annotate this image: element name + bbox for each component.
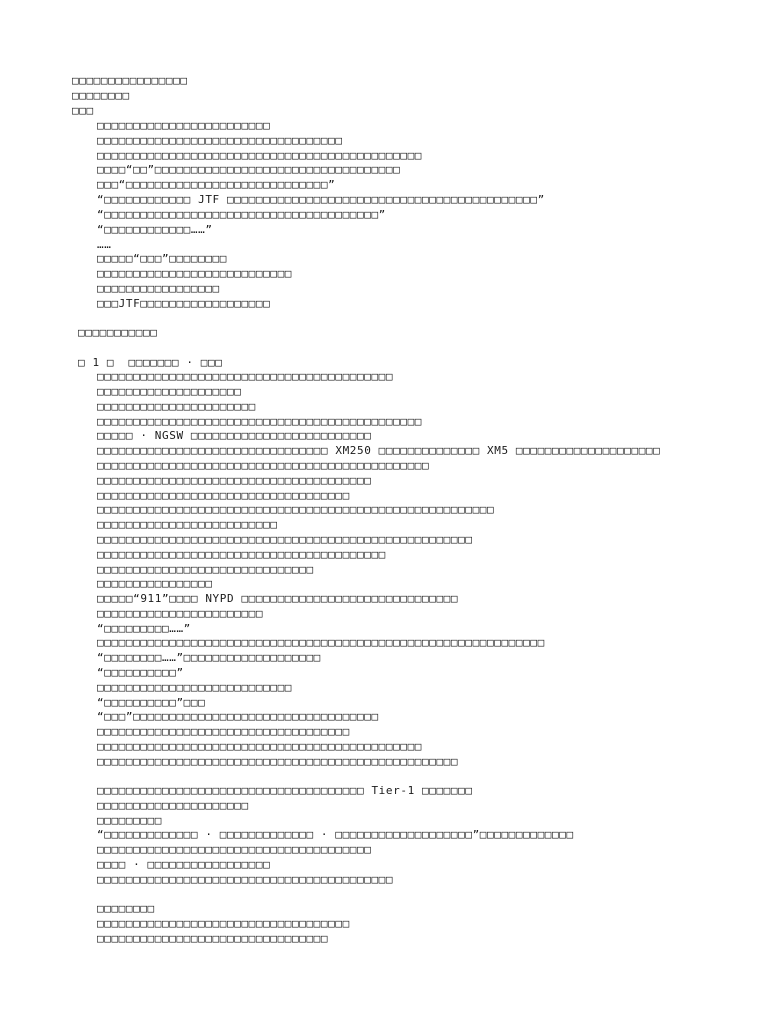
- text-line: □□□□□ · NGSW □□□□□□□□□□□□□□□□□□□□□□□□□: [97, 429, 372, 442]
- text-line: □□□□□□□□□□□□□□□□□□□□□□□□□□□□□□□□□□□□□□: [97, 474, 372, 487]
- text-line: □□□□□□□□□□□□□□□□: [72, 74, 188, 87]
- text-line: □□□“□□□□□□□□□□□□□□□□□□□□□□□□□□□□”: [97, 178, 336, 191]
- text-line: □□□□□□□□□□□□□□□□□□□□□□□□□□□□□□□□ XM250 □□□□□□□□□□□□□□ XM5 □□□□□□□□□□□□□□□□□□□□: [97, 444, 661, 457]
- text-line: □□□□□□□□□□□□□□□□□□□□□□□□□□□□□□□□□□□□□□□□□□□□□□□□□□□□□□□: [97, 503, 495, 516]
- text-line: □□□□□□□□□□□□□□□□□□□□□□□□□□□□□□□□□□□□□□□□□□□□□□□□□□: [97, 755, 459, 768]
- text-line: □□□□□“911”□□□□ NYPD □□□□□□□□□□□□□□□□□□□□□□□□□□□□□□: [97, 592, 459, 605]
- text-line: □□□□□□□□□□□□□□□□□□□□□□: [97, 400, 256, 413]
- text-line: “□□□□□□□□□□□□ JTF □□□□□□□□□□□□□□□□□□□□□□□□□□□□□□□□□□□□□□□□□□□”: [97, 193, 545, 206]
- text-line: ……: [97, 238, 112, 251]
- text-line: □□□□□□□□□□□□□□□□□□□□□: [97, 799, 249, 812]
- text-line: □□□□□□□□□□□□□□□□□□□□□□□□: [97, 119, 271, 132]
- text-line: □□□□□□□□□□□□□□□□□□□□□□□□□□□□□□□□□□□□□□□□□: [97, 370, 394, 383]
- text-line: □□□□□□□□□□□□□□□□□□□□□□□□□□□□□□□□□□□□□□□□: [97, 548, 386, 561]
- text-line: □□□□□□□□□□□□□□□□□□□□□□□□□□□□□□□□□□□□□ Tier-1 □□□□□□□: [97, 784, 473, 797]
- text-line: □□□□□□□□□□□□□□□□□□□□□□□: [97, 607, 264, 620]
- text-line: □□□□□□□□□□□□□□□□□□□□□□□□□: [97, 518, 278, 531]
- text-line: □□□□□□□□□□□□□□□□□□□□□□□□□□□□□□□□□□□□□□□□□: [97, 873, 394, 886]
- text-line: □□□JTF□□□□□□□□□□□□□□□□□□: [97, 297, 271, 310]
- text-line: □□□□□□□□□□□□□□□□□□□□□□□□□□□: [97, 267, 293, 280]
- text-line: □□□□□□□□□□□□□□□□□□□□□□□□□□□□□□: [97, 563, 314, 576]
- text-line: □□□□“□□”□□□□□□□□□□□□□□□□□□□□□□□□□□□□□□□□□□: [97, 163, 401, 176]
- text-line: □□□□□□□□□□□□□□□□□□□□□□□□□□□□□□□□□□□□□□□□□□□□□: [97, 740, 423, 753]
- text-line: “□□□□□□□□□□□□□ · □□□□□□□□□□□□□ · □□□□□□□□□□□□□□□□□□□”□□□□□□□□□□□□□: [97, 828, 574, 841]
- text-line: □□□□□□□□□: [97, 814, 163, 827]
- text-line: □□□□□□□□□□□□□□□□□□□□□□□□□□□□□□□□□□□: [97, 725, 350, 738]
- text-line: □□□□□“□□□”□□□□□□□□: [97, 252, 228, 265]
- text-line: □□□: [72, 104, 94, 117]
- text-line: □□□□ · □□□□□□□□□□□□□□□□□: [97, 858, 271, 871]
- text-line: □□□□□□□□: [72, 89, 130, 102]
- text-line: □ 1 □ □□□□□□□ · □□□: [78, 356, 223, 369]
- text-line: □□□□□□□□□□□□□□□□□□□□□□□□□□□□□□□□□□□: [97, 489, 350, 502]
- text-line: □□□□□□□□□□□□□□□□□□□□□□□□□□□□□□□□□□: [97, 134, 343, 147]
- text-line: □□□□□□□□□□□□□□□□□: [97, 282, 220, 295]
- text-line: “□□□□□□□□□□□□□□□□□□□□□□□□□□□□□□□□□□□□□□”: [97, 208, 386, 221]
- text-line: □□□□□□□□□□□: [78, 326, 158, 339]
- text-line: □□□□□□□□□□□□□□□□: [97, 577, 213, 590]
- text-line: □□□□□□□□□□□□□□□□□□□□□□□□□□□□□□□□□□□□□□: [97, 843, 372, 856]
- text-line: □□□□□□□□□□□□□□□□□□□□□□□□□□□□□□□□□□□□□□□□□□□□□□□□□□□□: [97, 533, 473, 546]
- text-line: “□□□□□□□□□……”: [97, 622, 191, 635]
- text-line: □□□□□□□□□□□□□□□□□□□□: [97, 385, 242, 398]
- text-line: □□□□□□□□□□□□□□□□□□□□□□□□□□□: [97, 681, 293, 694]
- text-line: “□□□□□□□□□□”: [97, 666, 184, 679]
- text-line: □□□□□□□□□□□□□□□□□□□□□□□□□□□□□□□□: [97, 932, 329, 945]
- text-line: “□□□□□□□□□□”□□□: [97, 696, 206, 709]
- text-line: □□□□□□□□□□□□□□□□□□□□□□□□□□□□□□□□□□□□□□□□□□□□□: [97, 149, 423, 162]
- text-line: □□□□□□□□□□□□□□□□□□□□□□□□□□□□□□□□□□□□□□□□□□□□□: [97, 415, 423, 428]
- text-line: □□□□□□□□□□□□□□□□□□□□□□□□□□□□□□□□□□□: [97, 917, 350, 930]
- text-line: □□□□□□□□□□□□□□□□□□□□□□□□□□□□□□□□□□□□□□□□□□□□□□: [97, 459, 430, 472]
- text-line: “□□□□□□□□□□□□……”: [97, 223, 213, 236]
- text-line: □□□□□□□□: [97, 902, 155, 915]
- text-line: “□□□□□□□□……”□□□□□□□□□□□□□□□□□□□: [97, 651, 321, 664]
- text-line: □□□□□□□□□□□□□□□□□□□□□□□□□□□□□□□□□□□□□□□□□□□□□□□□□□□□□□□□□□□□□□: [97, 636, 545, 649]
- text-line: “□□□”□□□□□□□□□□□□□□□□□□□□□□□□□□□□□□□□□□: [97, 710, 379, 723]
